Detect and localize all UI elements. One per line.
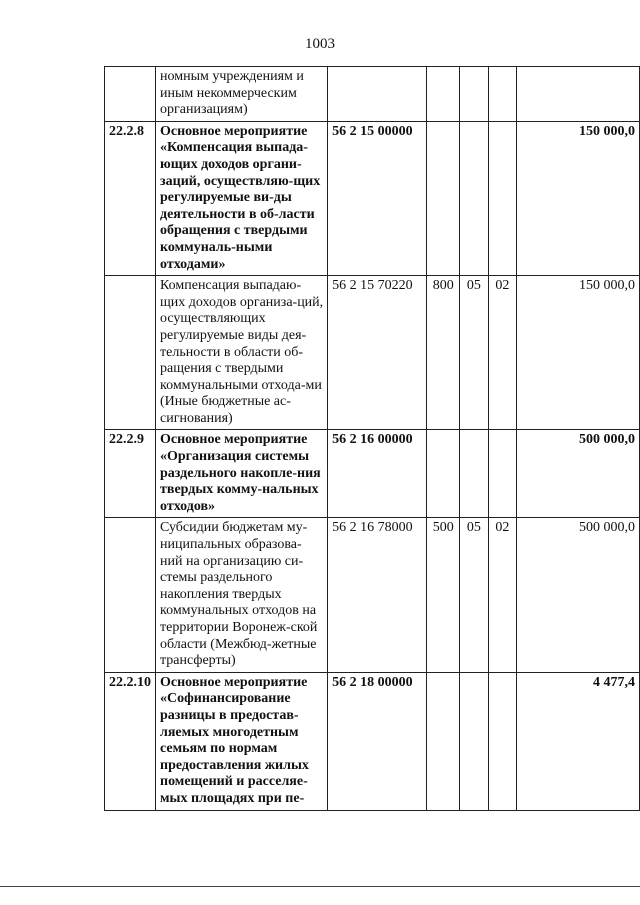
table-row xyxy=(105,121,640,275)
row-name: Компенсация выпадаю-щих доходов организа-ций, осуществляющих регулируемые виды дея-тельности в области об-ращения с твердыми коммунальными отхода-ми (Иные бюджетные ас-сигнования) xyxy=(156,276,328,430)
row-pr: 02 xyxy=(488,276,517,430)
table-row xyxy=(105,430,640,518)
row-name: номным учреждениям и иным некоммерческим организациям) xyxy=(156,67,328,122)
row-number: 22.2.10 xyxy=(105,672,156,810)
table-row xyxy=(105,518,640,672)
row-pr xyxy=(488,67,517,122)
footer-divider xyxy=(0,886,640,887)
row-sum: 4 477,4 xyxy=(517,672,640,810)
row-vr xyxy=(427,430,460,518)
row-code: 56 2 15 70220 xyxy=(328,276,427,430)
row-vr: 500 xyxy=(427,518,460,672)
row-number: 22.2.8 xyxy=(105,121,156,275)
row-sum: 150 000,0 xyxy=(517,121,640,275)
row-number xyxy=(105,518,156,672)
row-sum xyxy=(517,67,640,122)
row-pr xyxy=(488,121,517,275)
row-rz: 05 xyxy=(460,276,489,430)
row-rz xyxy=(460,430,489,518)
row-pr: 02 xyxy=(488,518,517,672)
row-number xyxy=(105,276,156,430)
budget-table xyxy=(104,66,640,811)
row-code: 56 2 16 00000 xyxy=(328,430,427,518)
table-row xyxy=(105,67,640,122)
row-code xyxy=(328,67,427,122)
row-vr xyxy=(427,121,460,275)
row-sum: 500 000,0 xyxy=(517,430,640,518)
row-pr xyxy=(488,430,517,518)
row-rz: 05 xyxy=(460,518,489,672)
row-sum: 150 000,0 xyxy=(517,276,640,430)
row-vr xyxy=(427,67,460,122)
row-code: 56 2 15 00000 xyxy=(328,121,427,275)
table-row xyxy=(105,276,640,430)
row-name: Основное мероприятие «Софинансирование разницы в предостав-ляемых многодетным семьям по нормам предоставления жилых помещений и расселяе-мых площадях при пе- xyxy=(156,672,328,810)
row-rz xyxy=(460,121,489,275)
table-row xyxy=(105,672,640,810)
row-name: Основное мероприятие «Организация системы раздельного накопле-ния твердых комму-нальных отходов» xyxy=(156,430,328,518)
row-code: 56 2 18 00000 xyxy=(328,672,427,810)
row-rz xyxy=(460,67,489,122)
row-number: 22.2.9 xyxy=(105,430,156,518)
row-sum: 500 000,0 xyxy=(517,518,640,672)
row-vr xyxy=(427,672,460,810)
page-number: 1003 xyxy=(305,36,335,52)
row-vr: 800 xyxy=(427,276,460,430)
row-number xyxy=(105,67,156,122)
row-pr xyxy=(488,672,517,810)
row-rz xyxy=(460,672,489,810)
row-name: Субсидии бюджетам му-ниципальных образова-ний на организацию си-стемы раздельного накопления твердых коммунальных отходов на территории Воронеж-ской области (Межбюд-жетные трансферты) xyxy=(156,518,328,672)
row-name: Основное мероприятие «Компенсация выпада-ющих доходов органи-заций, осуществляю-щих регулируемые ви-ды деятельности в об-ласти обращения с твердыми коммуналь-ными отходами» xyxy=(156,121,328,275)
row-code: 56 2 16 78000 xyxy=(328,518,427,672)
